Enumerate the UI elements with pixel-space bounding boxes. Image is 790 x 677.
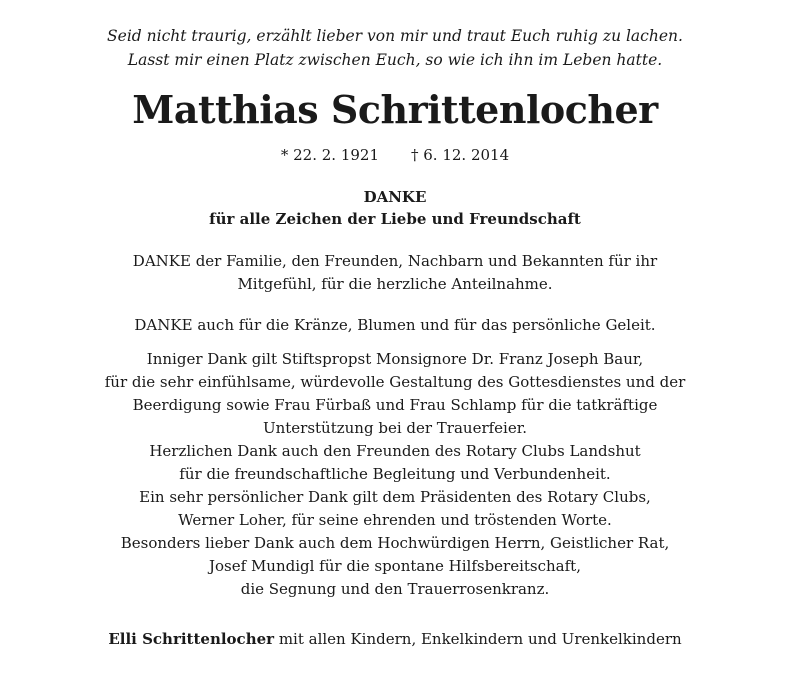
signoff-family: mit allen Kindern, Enkelkindern und Urenkelkindern	[274, 630, 682, 648]
paragraph-line: DANKE der Familie, den Freunden, Nachbarn und Bekannten für ihr	[132, 252, 658, 270]
paragraph-line: für die freundschaftliche Begleitung und Verbundenheit.	[179, 465, 611, 483]
paragraph-wreaths	[0, 314, 790, 337]
motto-line: Seid nicht traurig, erzählt lieber von mir und traut Euch ruhig zu lachen.	[107, 27, 683, 45]
thanks-title: DANKE	[363, 188, 427, 206]
birth-date: * 22. 2. 1921	[280, 146, 379, 164]
deceased-name: Matthias Schrittenlocher	[132, 87, 658, 132]
paragraph-line: Josef Mundigl für die spontane Hilfsbereitschaft,	[209, 557, 581, 575]
paragraph-line: die Segnung und den Trauerrosenkranz.	[240, 580, 550, 598]
motto-line: Lasst mir einen Platz zwischen Euch, so wie ich ihn im Leben hatte.	[127, 51, 663, 69]
paragraph-line: für die sehr einfühlsame, würdevolle Gestaltung des Gottesdienstes und der	[104, 373, 686, 391]
paragraph-line: Ein sehr persönlicher Dank gilt dem Präsidenten des Rotary Clubs,	[139, 488, 651, 506]
life-dates	[0, 144, 790, 166]
paragraph-acknowledgements	[0, 348, 790, 601]
signoff-name: Elli Schrittenlocher	[108, 630, 275, 648]
thanks-subtitle: für alle Zeichen der Liebe und Freundschaft	[209, 210, 581, 228]
paragraph-family	[0, 250, 790, 296]
paragraph-line: Inniger Dank gilt Stiftspropst Monsignore Dr. Franz Joseph Baur,	[146, 350, 644, 368]
signoff	[0, 628, 790, 651]
motto-verse	[0, 24, 790, 72]
paragraph-line: Beerdigung sowie Frau Fürbaß und Frau Schlamp für die tatkräftige	[132, 396, 658, 414]
paragraph-line: Unterstützung bei der Trauerfeier.	[262, 419, 528, 437]
paragraph-line: Besonders lieber Dank auch dem Hochwürdigen Herrn, Geistlicher Rat,	[120, 534, 670, 552]
paragraph-line: Herzlichen Dank auch den Freunden des Rotary Clubs Landshut	[149, 442, 641, 460]
death-date: † 6. 12. 2014	[411, 146, 510, 164]
paragraph-line: DANKE auch für die Kränze, Blumen und für das persönliche Geleit.	[134, 316, 656, 334]
thanks-heading	[0, 186, 790, 230]
paragraph-line: Werner Loher, für seine ehrenden und tröstenden Worte.	[178, 511, 612, 529]
paragraph-line: Mitgefühl, für die herzliche Anteilnahme.	[237, 275, 553, 293]
